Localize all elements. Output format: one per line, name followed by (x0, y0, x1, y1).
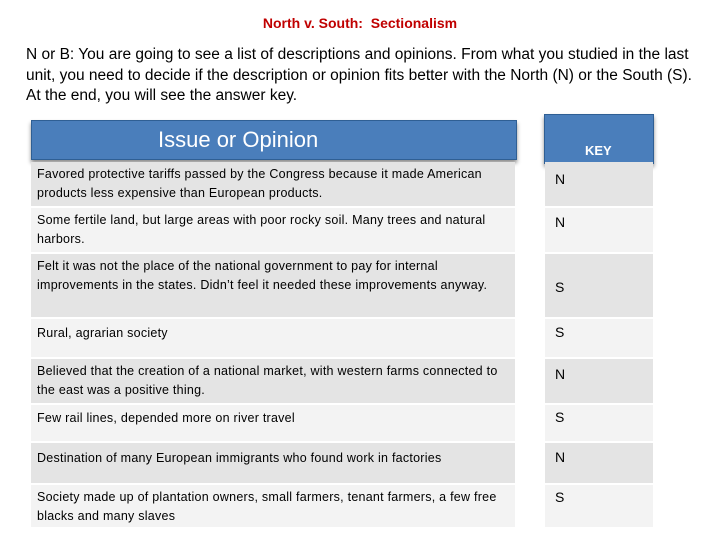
issue-cell: Few rail lines, depended more on river travel (31, 405, 515, 441)
key-cell (545, 319, 653, 357)
key-cell (545, 359, 653, 403)
key-answer: S (555, 409, 565, 425)
key-answer: N (555, 449, 566, 465)
key-cell (545, 485, 653, 527)
key-cell (545, 405, 653, 441)
issue-cell: Believed that the creation of a national market, with western farms connected to the east was a positive thing. (31, 359, 515, 403)
key-cell (545, 208, 653, 252)
table-row (31, 359, 653, 403)
issue-column-header-label: Issue or Opinion (158, 127, 319, 152)
issue-cell: Destination of many European immigrants who found work in factories (31, 443, 515, 483)
issue-cell: Some fertile land, but large areas with poor rocky soil. Many trees and natural harbors. (31, 208, 515, 252)
key-cell (545, 443, 653, 483)
key-answer: N (555, 214, 566, 230)
issue-cell: Society made up of plantation owners, small farmers, tenant farmers, a few free blacks and many slaves (31, 485, 515, 527)
table-row (31, 162, 653, 206)
key-answer: S (555, 324, 565, 340)
issue-cell: Rural, agrarian society (31, 319, 515, 357)
issue-cell: Favored protective tariffs passed by the Congress because it made American products less expensive than European products. (31, 162, 515, 206)
key-column-header-label: KEY (585, 143, 612, 158)
key-cell (545, 254, 653, 317)
key-answer: N (555, 366, 566, 382)
table-row (31, 405, 653, 441)
table-row (31, 485, 653, 527)
page-title: North v. South: Sectionalism (262, 15, 458, 31)
key-answer: S (555, 489, 565, 505)
key-answer: N (555, 171, 566, 187)
table-row (31, 254, 653, 317)
table-row (31, 208, 653, 252)
issue-column-header (31, 120, 517, 160)
key-cell (545, 162, 653, 206)
table-row (31, 443, 653, 483)
key-answer: S (555, 279, 565, 295)
table-row (31, 319, 653, 357)
key-column-header (544, 114, 654, 164)
instructions-text: N or B: You are going to see a list of descriptions and opinions. From what you studied in the last unit, you need to decide if the description or opinion fits better with the North (N) or the South (S). At the end, you will see the answer key. (26, 46, 692, 104)
issue-cell: Felt it was not the place of the national government to pay for internal improvements in the states. Didn’t feel it needed these improvements anyway. (31, 254, 515, 317)
